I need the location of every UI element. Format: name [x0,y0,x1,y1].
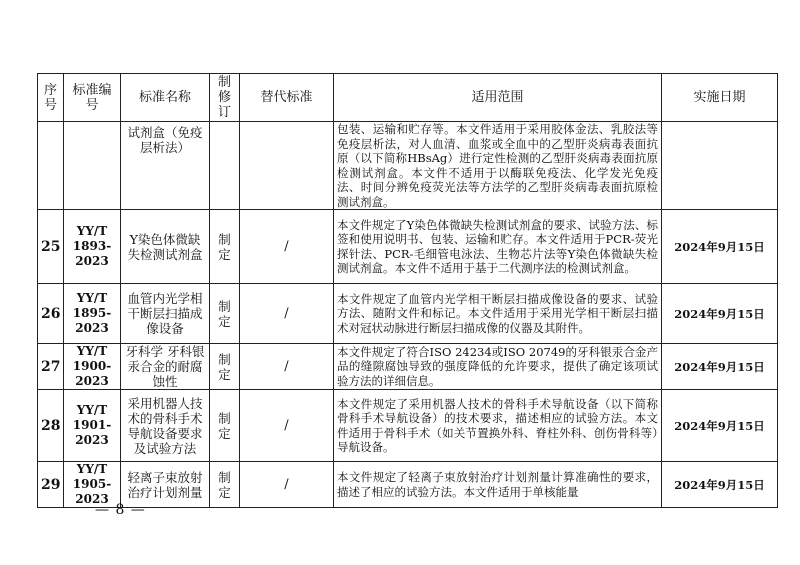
row-no: 28 [38,390,64,462]
table-row [38,390,778,462]
row-code: YY/T 1893-2023 [64,210,121,284]
row-rev: 制定 [210,462,240,508]
row-no: 29 [38,462,64,508]
row-no: 26 [38,284,64,344]
row-name: 轻离子束放射治疗计划剂量 [121,462,210,508]
row-date: 2024年9月15日 [662,344,778,390]
row-no: 25 [38,210,64,284]
standards-table [37,73,778,508]
row-scope: 本文件规定了血管内光学相干断层扫描成像设备的要求、试验方法、随附文件和标记。本文件适用于采用光学相干断层扫描术对冠状动脉进行断层扫描成像的仪器及其附件。 [334,284,662,344]
page-number: — 8 — [95,502,146,518]
row-code: YY/T 1900-2023 [64,344,121,390]
row-scope: 本文件规定了符合ISO 24234或ISO 20749的牙科银汞合金产品的缝隙腐蚀导致的强度降低的允许要求，提供了确定该项试验方法的详细信息。 [334,344,662,390]
row-rep: / [240,344,334,390]
table-row [38,284,778,344]
header-rev: 制修订 [210,74,240,122]
row-name: 试剂盒（免疫层析法） [121,122,210,210]
row-rep: / [240,210,334,284]
row-no [38,122,64,210]
row-scope: 包装、运输和贮存等。本文件适用于采用胶体金法、乳胶法等免疫层析法，对人血清、血浆或全血中的乙型肝炎病毒表面抗原（以下简称HBsAg）进行定性检测的乙型肝炎病毒表面抗原检测试剂盒。本文件不适用于以酶联免疫法、化学发光免疫法、时间分辨免疫荧光法等方法学的乙型肝炎病毒表面抗原检测试剂盒。 [334,122,662,210]
row-scope: 本文件规定了Y染色体微缺失检测试剂盒的要求、试验方法、标签和使用说明书、包装、运输和贮存。本文件适用于PCR-荧光探针法、PCR-毛细管电泳法、生物芯片法等Y染色体微缺失检测试剂盒。本文件不适用于基于二代测序法的检测试剂盒。 [334,210,662,284]
row-name: 采用机器人技术的骨科手术导航设备要求及试验方法 [121,390,210,462]
row-rep: / [240,284,334,344]
table-row [38,210,778,284]
row-rev: 制定 [210,210,240,284]
row-code [64,122,121,210]
table-row [38,122,778,210]
row-scope: 本文件规定了轻离子束放射治疗计划剂量计算准确性的要求，描述了相应的试验方法。本文件适用于单核能量 [334,462,662,508]
row-date: 2024年9月15日 [662,462,778,508]
row-rep: / [240,462,334,508]
row-date [662,122,778,210]
header-date: 实施日期 [662,74,778,122]
row-code: YY/T 1895-2023 [64,284,121,344]
row-name: 牙科学 牙科银汞合金的耐腐蚀性 [121,344,210,390]
row-name: 血管内光学相干断层扫描成像设备 [121,284,210,344]
row-rep: / [240,390,334,462]
header-no: 序号 [38,74,64,122]
row-date: 2024年9月15日 [662,284,778,344]
header-code: 标准编号 [64,74,121,122]
row-code: YY/T 1901-2023 [64,390,121,462]
row-rev [210,122,240,210]
header-rep: 替代标准 [240,74,334,122]
row-rep [240,122,334,210]
row-code: YY/T 1905-2023 [64,462,121,508]
row-date: 2024年9月15日 [662,390,778,462]
row-name: Y染色体微缺失检测试剂盒 [121,210,210,284]
row-date: 2024年9月15日 [662,210,778,284]
header-name: 标准名称 [121,74,210,122]
header-scope: 适用范围 [334,74,662,122]
table-row [38,344,778,390]
row-rev: 制定 [210,344,240,390]
row-scope: 本文件规定了采用机器人技术的骨科手术导航设备（以下简称骨科手术导航设备）的技术要求，描述相应的试验方法。本文件适用于骨科手术（如关节置换外科、脊柱外科、创伤骨科等）导航设备。 [334,390,662,462]
table-row [38,462,778,508]
row-rev: 制定 [210,390,240,462]
table-header-row [38,74,778,122]
row-no: 27 [38,344,64,390]
row-rev: 制定 [210,284,240,344]
